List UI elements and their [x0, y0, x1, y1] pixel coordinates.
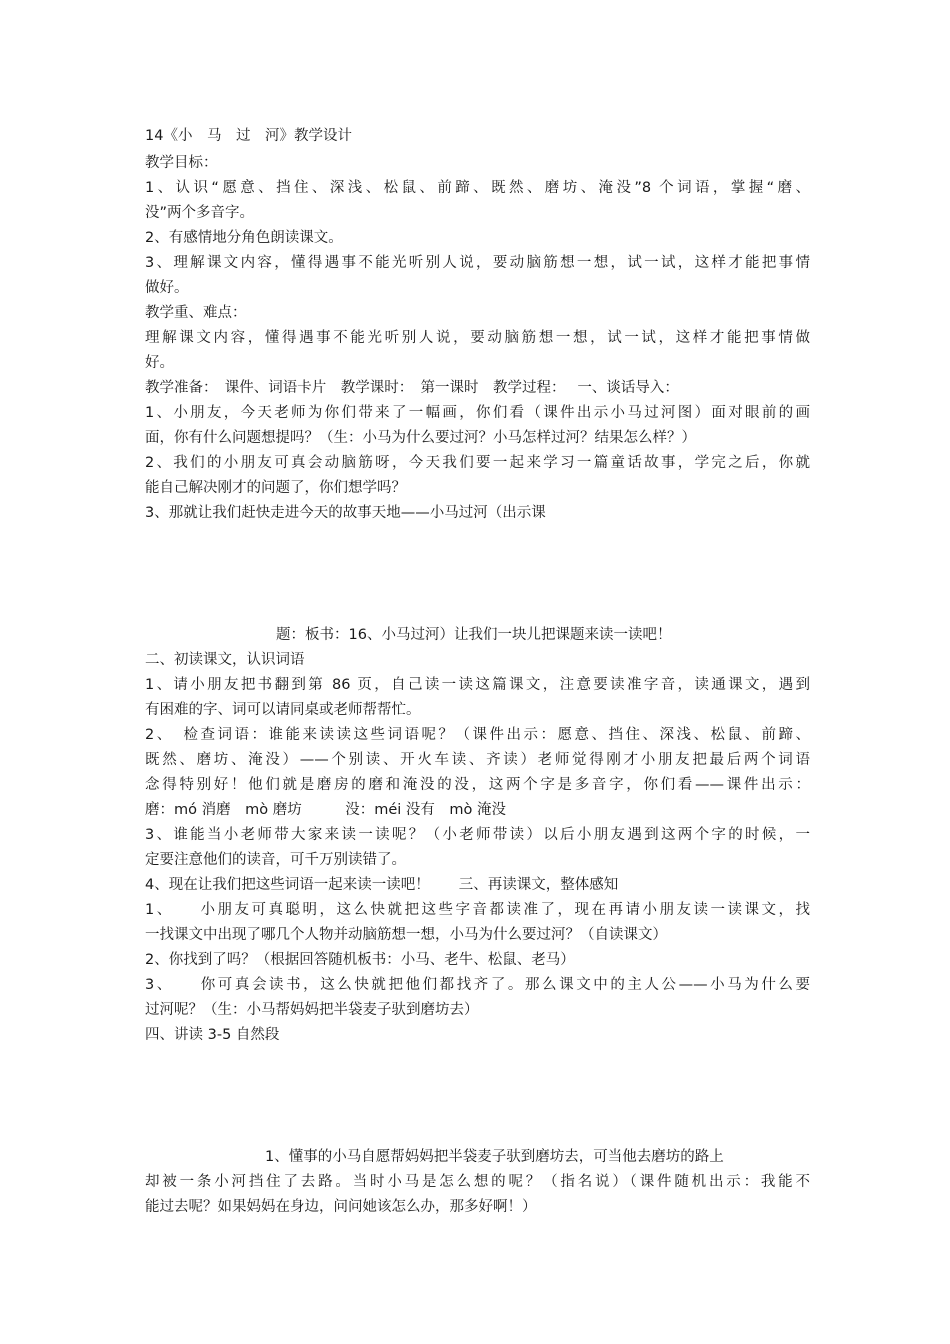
- text-line: 2、有感情地分角色朗读课文。: [145, 230, 343, 246]
- text-line: 2、我们的小朋友可真会动脑筋呀，今天我们要一起来学习一篇童话故事，学完之后，你就: [145, 455, 810, 471]
- text-line: 却被一条小河挡住了去路。当时小马是怎么想的呢？（指名说）（课件随机出示：我能不: [145, 1174, 810, 1190]
- text-line: 4、现在让我们把这些词语一起来读一读吧！ 三、再读课文，整体感知: [145, 877, 619, 893]
- section-heading-first-reading: 二、初读课文，认识词语: [145, 652, 305, 668]
- section-heading-key-points: 教学重、难点：: [145, 305, 247, 321]
- text-line: 有困难的字、词可以请同桌或老师帮帮忙。: [145, 702, 421, 718]
- text-line: 能过去呢？如果妈妈在身边，问问她该怎么办，那多好啊！）: [145, 1199, 537, 1215]
- text-line: 题：板书：16、小马过河）让我们一块儿把课题来读一读吧！: [276, 627, 672, 643]
- text-line: 2、你找到了吗？（根据回答随机板书：小马、老牛、松鼠、老马）: [145, 952, 575, 968]
- text-line: 既然、磨坊、淹没）——个别读、开火车读、齐读）老师觉得刚才小朋友把最后两个词语: [145, 752, 810, 768]
- text-line: 理解课文内容，懂得遇事不能光听别人说，要动脑筋想一想，试一试，这样才能把事情做: [145, 330, 810, 346]
- text-line: 做好。: [145, 280, 189, 296]
- text-line: 能自己解决刚才的问题了，你们想学吗？: [145, 480, 406, 496]
- section-heading-paragraphs: 四、讲读 3-5 自然段: [145, 1027, 280, 1043]
- text-line: 过河呢？（生：小马帮妈妈把半袋麦子驮到磨坊去）: [145, 1002, 479, 1018]
- text-line: 教学准备： 课件、词语卡片 教学课时： 第一课时 教学过程： 一、谈话导入：: [145, 380, 679, 396]
- text-line: 1、认识“愿意、挡住、深浅、松鼠、前蹄、既然、磨坊、淹没”8 个词语，掌握“磨、: [145, 180, 810, 196]
- text-line: 2、 检查词语：谁能来读读这些词语呢？（课件出示：愿意、挡住、深浅、松鼠、前蹄、: [145, 727, 810, 743]
- section-heading-objectives: 教学目标：: [145, 155, 218, 171]
- text-line: 没”两个多音字。: [145, 205, 255, 221]
- text-line: 3、谁能当小老师带大家来读一读呢？（小老师带读）以后小朋友遇到这两个字的时候，一: [145, 827, 810, 843]
- text-line: 一找课文中出现了哪几个人物并动脑筋想一想，小马为什么要过河？（自读课文）: [145, 927, 667, 943]
- text-line: 1、懂事的小马自愿帮妈妈把半袋麦子驮到磨坊去，可当他去磨坊的路上: [265, 1149, 724, 1165]
- pinyin-line: 磨：mó 消磨 mò 磨坊 没：méi 没有 mò 淹没: [145, 802, 506, 818]
- text-line: 3、那就让我们赶快走进今天的故事天地——小马过河（出示课: [145, 505, 546, 521]
- document-title: 14《小 马 过 河》教学设计: [145, 128, 352, 144]
- text-line: 3、理解课文内容，懂得遇事不能光听别人说，要动脑筋想一想，试一试，这样才能把事情: [145, 255, 810, 271]
- text-line: 面，你有什么问题想提吗？（生：小马为什么要过河？小马怎样过河？结果怎么样？）: [145, 430, 696, 446]
- text-line: 好。: [145, 355, 174, 371]
- text-line: 1、 小朋友可真聪明，这么快就把这些字音都读准了，现在再请小朋友读一读课文，找: [145, 902, 810, 918]
- text-line: 定要注意他们的读音，可千万别读错了。: [145, 852, 406, 868]
- text-line: 3、 你可真会读书，这么快就把他们都找齐了。那么课文中的主人公——小马为什么要: [145, 977, 810, 993]
- text-line: 念得特别好！他们就是磨房的磨和淹没的没，这两个字是多音字，你们看——课件出示：: [145, 777, 810, 793]
- text-line: 1、小朋友，今天老师为你们带来了一幅画，你们看（课件出示小马过河图）面对眼前的画: [145, 405, 810, 421]
- text-line: 1、请小朋友把书翻到第 86 页，自己读一读这篇课文，注意要读准字音，读通课文，遇到: [145, 677, 810, 693]
